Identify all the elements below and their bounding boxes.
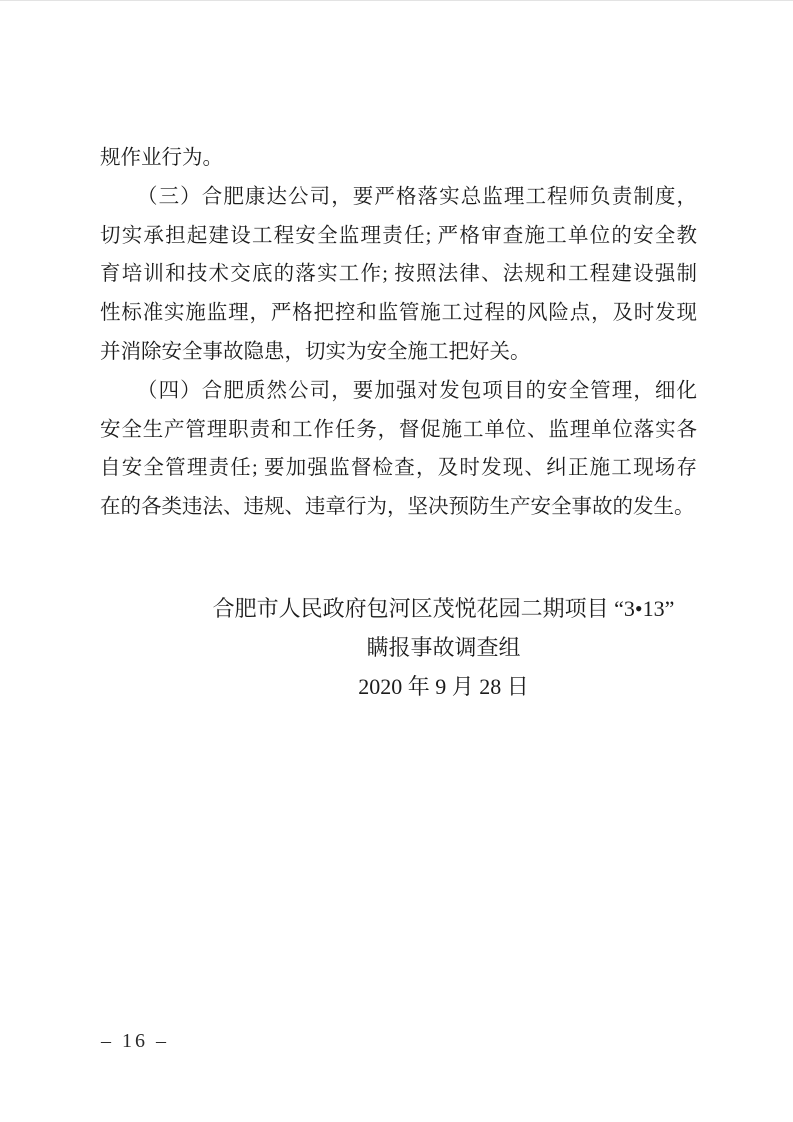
body-text-line: 安全生产管理职责和工作任务，督促施工单位、监理单位落实各 bbox=[100, 418, 697, 441]
scan-edge-artifact bbox=[0, 0, 793, 1]
body-text-line: 在的各类违法、违规、违章行为，坚决预防生产安全事故的发生。 bbox=[100, 496, 695, 519]
body-text-line: （四）合肥质然公司，要加强对发包项目的安全管理，细化 bbox=[137, 379, 697, 402]
body-text-line: 自安全管理责任; 要加强监督检查，及时发现、纠正施工现场存 bbox=[100, 457, 697, 480]
body-text-line: 并消除安全事故隐患，切实为安全施工把好关。 bbox=[100, 340, 531, 363]
signature-organization-line-1: 合肥市人民政府包河区茂悦花园二期项目 “3•13” bbox=[212, 596, 675, 621]
signature-date: 2020 年 9 月 28 日 bbox=[358, 673, 529, 699]
body-text-line: 性标准实施监理，严格把控和监管施工过程的风险点，及时发现 bbox=[100, 302, 697, 325]
body-text-line: 切实承担起建设工程安全监理责任; 严格审查施工单位的安全教 bbox=[100, 224, 697, 247]
signature-organization-line-2: 瞒报事故调查组 bbox=[366, 634, 521, 660]
signature-block bbox=[145, 590, 742, 706]
body-text-line: 育培训和技术交底的落实工作; 按照法律、法规和工程建设强制 bbox=[100, 263, 697, 286]
body-text-line: 规作业行为。 bbox=[100, 147, 223, 169]
document-body bbox=[100, 139, 697, 527]
body-text-line: （三）合肥康达公司，要严格落实总监理工程师负责制度， bbox=[137, 185, 697, 208]
page-number: – 16 – bbox=[101, 1030, 169, 1052]
